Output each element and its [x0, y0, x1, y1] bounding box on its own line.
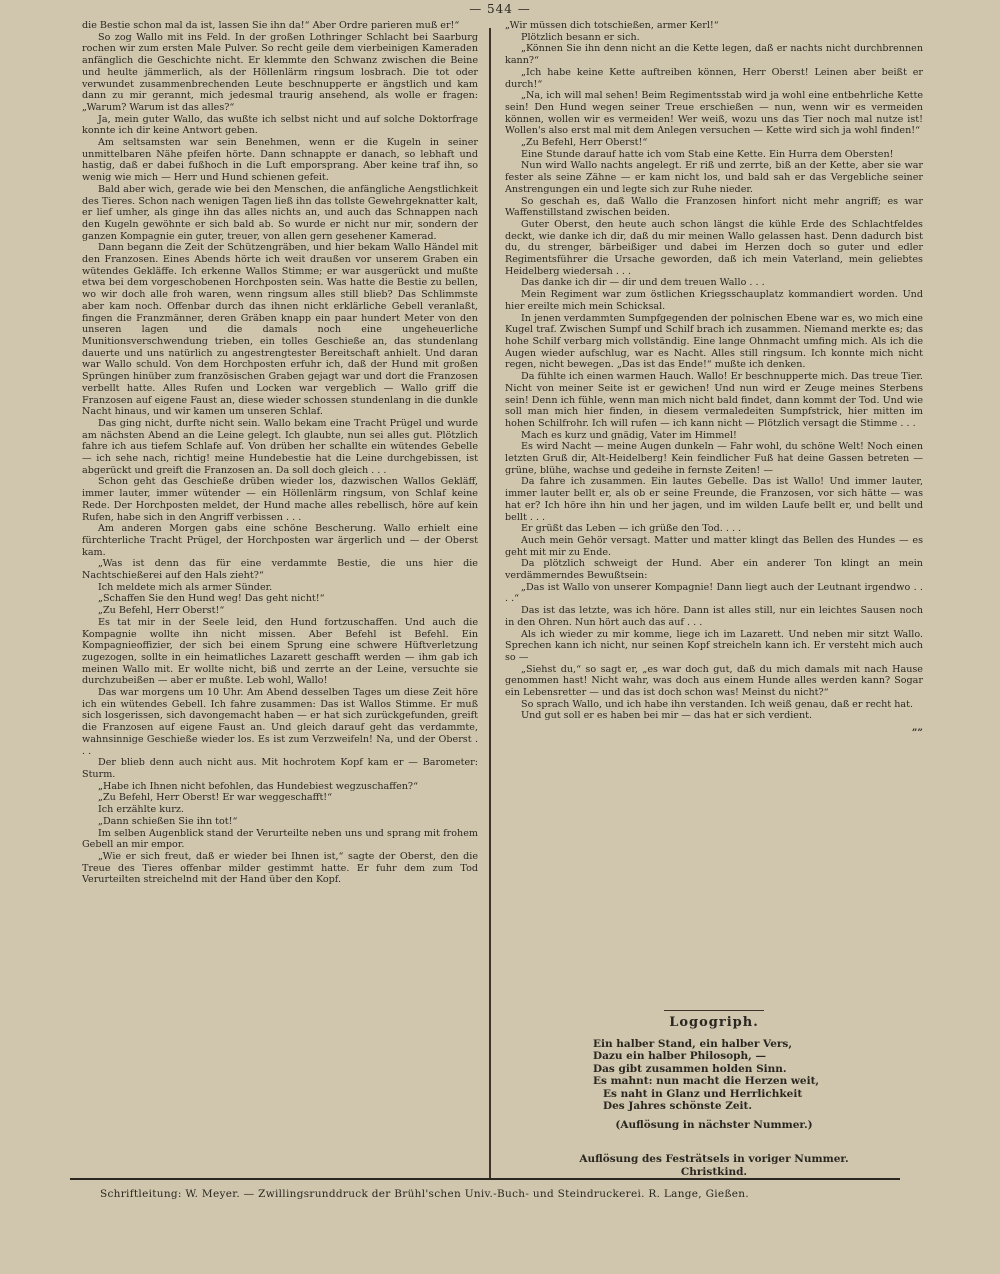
- article-paragraph: Im selben Augenblick stand der Verurteilte neben uns und sprang mit frohem Gebell an mir empor.: [82, 827, 478, 851]
- article-paragraph: Das ist das letzte, was ich höre. Dann ist alles still, nur ein leichtes Sausen noch in den Ohren. Nun hört auch das auf . . .: [505, 605, 923, 628]
- article-paragraph: Schon geht das Geschieße drüben wieder los, dazwischen Wallos Gekläff, immer lauter, immer wütender — ein Höllenlärm ringsum, von Schlaf keine Rede. Der Horchposten meldet, der Hund mache alles rebellisch, höre auf kein Rufen, habe sich in den Angriff verbissen . . .: [82, 476, 478, 523]
- story-end-sign: „„: [911, 722, 923, 734]
- riddle-verse-line: Ein halber Stand, ein halber Vers,: [593, 1037, 792, 1050]
- article-paragraph: So sprach Wallo, und ich habe ihn verstanden. Ich weiß genau, daß er recht hat.: [521, 698, 914, 710]
- solution-heading: Auflösung des Festrätsels in voriger Nummer.: [579, 1153, 849, 1165]
- riddle-title: Logogriph.: [669, 1015, 759, 1030]
- imprint-footer: Schriftleitung: W. Meyer. — Zwillingsrunddruck der Brühl'schen Univ.-Buch- und Steindruckerei. R. Lange, Gießen.: [100, 1188, 749, 1200]
- article-paragraph: „Wie er sich freut, daß er wieder bei Ihnen ist,“ sagte der Oberst, den die Treue des Tieres offenbar milder gestimmt hatte. Er fuhr dem zum Tod Verurteilten streichelnd mit der Hand über den Kopf.: [82, 850, 478, 886]
- riddle-verse-line: Es mahnt: nun macht die Herzen weit,: [593, 1075, 820, 1087]
- article-paragraph: Am seltsamsten war sein Benehmen, wenn er die Kugeln in seiner unmittelbaren Nähe pfeifen hörte. Dann schnappte er danach, so lebhaft und hastig, daß er dabei fußhoch in die Luft emporsprang. Aber keine traf ihn, so wenig wie mich — Herr und Hund schienen gefeit.: [82, 137, 478, 184]
- article-paragraph: Das ging nicht, durfte nicht sein. Wallo bekam eine Tracht Prügel und wurde am nächsten Abend an die Leine gelegt. Ich glaubte, nun sei alles gut. Plötzlich fahre ich aus tiefem Schlafe auf. Von drüben her schallte ein wütendes Gebelle — ich sehe nach, richtig! meine Hundebestie hat die Leine durchgebissen, ist abgerückt und greift die Franzosen an. Da soll doch gleich . . .: [82, 417, 478, 476]
- article-paragraph: „Na, ich will mal sehen! Beim Regimentsstab wird ja wohl eine entbehrliche Kette sein! Den Hund wegen seiner Treue erschießen — nun, wenn wir es vermeiden können, wollen wir es vermeiden! Wer weiß, wozu uns das Tier noch mal nutze ist! Wollen's also erst mal mit dem Anlegen versuchen — Kette wird sich ja wohl finden!“: [505, 90, 923, 137]
- page-number: — 544 —: [469, 2, 531, 16]
- riddle-verse-line: Es naht in Glanz und Herrlichkeit: [603, 1087, 803, 1100]
- article-paragraph: die Bestie schon mal da ist, lassen Sie ihn da!“ Aber Ordre parieren muß er!“: [82, 20, 460, 31]
- article-paragraph: „Siehst du,“ so sagt er, „es war doch gut, daß du mich damals mit nach Hause genommen hast! Nicht wahr, was doch aus einem Hunde alles werden kann? Sogar ein Lebensretter — und das ist doch schon was! Meinst du nicht?“: [505, 663, 923, 699]
- article-paragraph: Das war morgens um 10 Uhr. Am Abend desselben Tages um diese Zeit höre ich ein wütendes Gebell. Ich fahre zusammen: Das ist Wallos Stimme. Er muß sich losgerissen, sich davongemacht haben — er hat sich zurückgefunden, greift die Franzosen auf eigene Faust an. Und gleich darauf geht das verdammte, wahnsinnige Geschieße wieder los. Es ist zum Verzweifeln! Na, und der Oberst . . .: [82, 687, 478, 757]
- article-paragraph: „Zu Befehl, Herr Oberst!“: [98, 605, 225, 617]
- article-paragraph: Dann begann die Zeit der Schützengräben, und hier bekam Wallo Händel mit den Franzosen. Eines Abends hörte ich weit draußen vor unserem Graben ein wütendes Gekläffe. Ich erkenne Wallos Stimme; er war ausgerückt und mußte etwa bei dem vorgeschobenen Horchposten sein. Was hatte die Bestie zu bellen, wo wir doch alle froh waren, wenn ringsum alles still blieb? Das Schlimmste aber kam noch. Offenbar durch das ihnen nicht erklärliche Gebell veranlaßt, fingen die Franzmänner, deren Gräben knapp ein paar hundert Meter von den unseren lagen und die damals noch eine ungeheuerliche Munitionsverschwendung trieben, ein tolles Geschieße an, das stundenlang dauerte und uns natürlich zu angestrengtester Bereitschaft anhielt. Und daran war Wallo schuld. Von dem Horchposten erfuhr ich, daß der Hund mit großen Sprüngen hinüber zum französischen Graben gejagt war und dort die Franzosen verbellt hatte. Alles Rufen und Locken war vergeblich — Wallo griff die Franzosen auf eigene Faust an, diese wieder schossen stundenlang in die dunkle Nacht hinaus, und wir kamen um unseren Schlaf.: [82, 242, 478, 418]
- article-paragraph: Es wird Nacht — meine Augen dunkeln — Fahr wohl, du schöne Welt! Noch einen letzten Gruß dir, Alt-Heidelberg! Kein feindlicher Fuß hat deine Gassen betreten — grüne, blühe, wachse und gedeihe in fernste Zeiten! —: [505, 441, 923, 476]
- logogriph-box: [505, 1010, 923, 1178]
- riddle-note: (Auflösung in nächster Nummer.): [615, 1118, 813, 1131]
- article-paragraph: Das danke ich dir — dir und dem treuen Wallo . . .: [521, 277, 765, 289]
- left-column: [82, 20, 478, 1172]
- article-paragraph: Auch mein Gehör versagt. Matter und matter klingt das Bellen des Hundes — es geht mit mir zu Ende.: [505, 534, 923, 558]
- riddle-verse-line: Dazu ein halber Philosoph, —: [593, 1050, 766, 1062]
- article-paragraph: Ja, mein guter Wallo, das wußte ich selbst nicht und auf solche Doktorfrage konnte ich dir keine Antwort geben.: [82, 113, 478, 137]
- article-paragraph: Mein Regiment war zum östlichen Kriegsschauplatz kommandiert worden. Und hier ereilte mich mein Schicksal.: [505, 289, 923, 312]
- article-paragraph: Nun wird Wallo nachts angelegt. Er riß und zerrte, biß an der Kette, aber sie war fester als seine Zähne — er kam nicht los, und bald sah er das Vergebliche seiner Anstrengungen ein und legte sich zur Ruhe nieder.: [505, 160, 923, 195]
- article-paragraph: So zog Wallo mit ins Feld. In der großen Lothringer Schlacht bei Saarburg rochen wir zum ersten Male Pulver. So recht geile dem vierbeinigen Kameraden anfänglich die Geschichte nicht. Er klemmte den Schwanz zwischen die Beine und heulte jämmerlich, als der Höllenlärm ringsum losbrach. Die tot oder verwundet zusammenbrechenden Leute beschnupperte er ängstlich und kam dann zu mir gerannt, mich jedesmal traurig ansehend, als wolle er fragen: „Warum? Warum ist das alles?“: [82, 31, 478, 113]
- article-paragraph: „Ich habe keine Kette auftreiben können, Herr Oberst! Leinen aber beißt er durch!“: [505, 66, 923, 90]
- right-column: [505, 20, 923, 790]
- article-paragraph: Ich meldete mich als armer Sünder.: [98, 581, 273, 593]
- solution-answer: Christkind.: [680, 1165, 748, 1178]
- article-paragraph: Der blieb denn auch nicht aus. Mit hochrotem Kopf kam er — Barometer: Sturm.: [82, 757, 478, 780]
- article-paragraph: Am anderen Morgen gabs eine schöne Bescherung. Wallo erhielt eine fürchterliche Tracht Prügel, der Horchposten war ärgerlich und — der Oberst kam.: [82, 523, 478, 558]
- article-paragraph: Und gut soll er es haben bei mir — das hat er sich verdient.: [521, 710, 813, 722]
- article-paragraph: „Dann schießen Sie ihn tot!“: [98, 815, 238, 827]
- article-paragraph: Es tat mir in der Seele leid, den Hund fortzuschaffen. Und auch die Kompagnie wollte ihn nicht missen. Aber Befehl ist Befehl. Ein Kompagnieoffizier, der sich bei einem Sprung eine schwere Hüftverletzung zugezogen, sollte in ein heimatliches Lazarett geschafft werden — ihm gab ich meinen Wallo mit. Er wollte nicht, biß und zerrte an der Leine, versuchte sie durchzubeißen — aber er mußte. Leb wohl, Wallo!: [82, 616, 478, 687]
- article-paragraph: Bald aber wich, gerade wie bei den Menschen, die anfängliche Aengstlichkeit des Tieres. Schon nach wenigen Tagen ließ ihn das tollste Gewehrgeknatter kalt, er lief umher, als ginge ihn das alles nichts an, und auch das Schnappen nach den Kugeln gewöhnte er sich bald ab. So wurde er nicht nur mir, sondern der ganzen Kompagnie ein guter, treuer, von allen gern gesehener Kamerad.: [82, 183, 478, 242]
- article-paragraph: Da fühlte ich einen warmen Hauch. Wallo! Er beschnupperte mich. Das treue Tier. Nicht von meiner Seite ist er gewichen! Und nun wird er Zeuge meines Sterbens sein! Denn ich fühle, wenn man mich nicht bald findet, dann kommt der Tod. Und wie soll man mich hier finden, in diesem vermaledeiten Sumpfstrick, hier mitten im hohen Schilfrohr. Ich will rufen — ich kann nicht — Plötzlich versagt die Stimme . . .: [505, 371, 923, 429]
- article-paragraph: „Schaffen Sie den Hund weg! Das geht nicht!“: [98, 593, 325, 605]
- riddle-verses: [593, 1038, 923, 1113]
- article-paragraph: „Zu Befehl, Herr Oberst!“: [521, 137, 648, 149]
- article-paragraph: Als ich wieder zu mir komme, liege ich im Lazarett. Und neben mir sitzt Wallo. Sprechen kann ich nicht, nur seinen Kopf streicheln kann ich. Er versteht mich auch so —: [505, 628, 923, 663]
- article-paragraph: Da fahre ich zusammen. Ein lautes Gebelle. Das ist Wallo! Und immer lauter, immer lauter bellt er, als ob er seine Freunde, die Franzosen, vor sich hätte — was hat er? Ich höre ihn hin und her jagen, und im wilden Laufe bellt er, und bellt und bellt . . .: [505, 476, 923, 523]
- article-paragraph: Ich erzählte kurz.: [98, 804, 184, 816]
- article-paragraph: Eine Stunde darauf hatte ich vom Stab eine Kette. Ein Hurra dem Obersten!: [521, 148, 894, 160]
- footer-rule: [70, 1178, 900, 1180]
- article-paragraph: Plötzlich besann er sich.: [521, 31, 640, 43]
- article-paragraph: In jenen verdammten Sumpfgegenden der polnischen Ebene war es, wo mich eine Kugel traf. Zwischen Sumpf und Schilf brach ich zusammen. Niemand merkte es; das hohe Schilf verbarg mich vollständig. Eine lange Ohnmacht umfing mich. Als ich die Augen wieder aufschlug, war es Nacht. Alles still ringsum. Ich konnte mich nicht regen, nicht bewegen. „Das ist das Ende!“ mußte ich denken.: [505, 312, 923, 371]
- article-paragraph: Mach es kurz und gnädig, Vater im Himmel!: [521, 429, 737, 441]
- article-paragraph: Da plötzlich schweigt der Hund. Aber ein anderer Ton klingt an mein verdämmerndes Bewußtsein:: [505, 558, 923, 582]
- column-divider: [489, 28, 491, 1178]
- article-paragraph: „Wir müssen dich totschießen, armer Kerl!“: [505, 20, 719, 31]
- article-paragraph: Guter Oberst, den heute auch schon längst die kühle Erde des Schlachtfeldes deckt, wie danke ich dir, daß du mir meinen Wallo gelassen hast. Denn dadurch bist du, du strenger, bärbeißiger und dabei im Herzen doch so guter und edler Regimentsführer die Ursache geworden, daß ich mein Vaterland, mein geliebtes Heidelberg wiedersah . . .: [505, 218, 923, 277]
- article-paragraph: „Das ist Wallo von unserer Kompagnie! Dann liegt auch der Leutnant irgendwo . . . .“: [505, 581, 923, 605]
- riddle-top-rule: [664, 1010, 764, 1011]
- riddle-verse-line: Das gibt zusammen holden Sinn.: [593, 1062, 787, 1075]
- article-paragraph: So geschah es, daß Wallo die Franzosen hinfort nicht mehr angriff; es war Waffenstillstand zwischen beiden.: [505, 195, 923, 219]
- riddle-verse-line: Des Jahres schönste Zeit.: [603, 1100, 753, 1112]
- article-paragraph: „Können Sie ihn denn nicht an die Kette legen, daß er nachts nicht durchbrennen kann?“: [505, 43, 923, 67]
- article-paragraph: Er grüßt das Leben — ich grüße den Tod. . . .: [521, 523, 742, 535]
- article-paragraph: „Was ist denn das für eine verdammte Bestie, die uns hier die Nachtschießerei auf den Hals zieht?“: [82, 558, 478, 582]
- article-paragraph: „Habe ich Ihnen nicht befohlen, das Hundebiest wegzuschaffen?“: [98, 780, 418, 792]
- article-paragraph: „Zu Befehl, Herr Oberst! Er war weggeschafft!“: [98, 792, 333, 804]
